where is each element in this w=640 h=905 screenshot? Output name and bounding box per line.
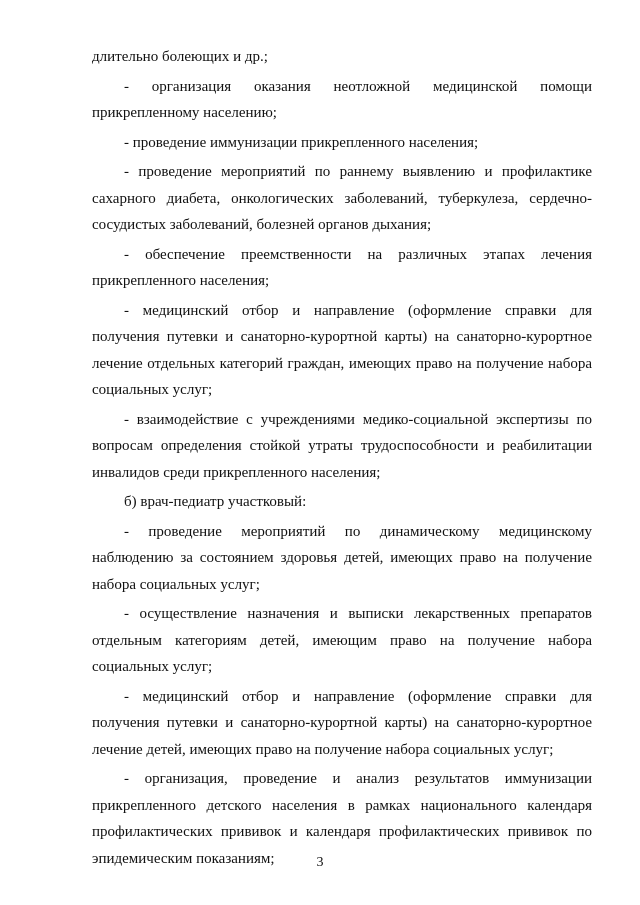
paragraph-child-sanatorium-referral: - медицинский отбор и направление (оформление справки для получения путевки и санаторно-курортной карты) на санаторно-курортное лечение детей, имеющих право на получение набора социальных услуг;	[92, 688, 592, 758]
body-text	[92, 44, 592, 872]
paragraph-early-detection: - проведение мероприятий по раннему выявлению и профилактике сахарного диабета, онкологических заболеваний, туберкулеза, сердечно-сосудистых заболеваний, болезней органов дыхания;	[92, 164, 592, 233]
paragraph-continuation: длительно болеющих и др.;	[92, 49, 268, 65]
paragraph-sanatorium-referral: - медицинский отбор и направление (оформление справки для получения путевки и санаторно-курортной карты) на санаторно-курортное лечение отдельных категорий граждан, имеющих право на получение набора социальных услуг;	[92, 302, 592, 398]
paragraph-continuity-of-care: - обеспечение преемственности на различных этапах лечения прикрепленного населения;	[92, 246, 592, 289]
paragraph-immunization: - проведение иммунизации прикрепленного населения;	[124, 134, 479, 151]
paragraph-emergency-care: - организация оказания неотложной медицинской помощи прикрепленному населению;	[92, 78, 592, 121]
paragraph-medical-social-expertise: - взаимодействие с учреждениями медико-социальной экспертизы по вопросам определения стойкой утраты трудоспособности и реабилитации инвалидов среди прикрепленного населения;	[92, 411, 592, 481]
paragraph-pediatrician-heading: б) врач-педиатр участковый:	[124, 494, 307, 510]
page-number: 3	[316, 855, 324, 870]
paragraph-child-prescriptions: - осуществление назначения и выписки лекарственных препаратов отдельным категориям детей, имеющим право на получение набора социальных услуг;	[92, 606, 592, 675]
paragraph-child-monitoring: - проведение мероприятий по динамическому медицинскому наблюдению за состоянием здоровья детей, имеющих право на получение набора социальных услуг;	[92, 523, 592, 593]
paragraph-child-immunization: - организация, проведение и анализ результатов иммунизации прикрепленного детского населения в рамках национального календаря профилактических прививок и календаря профилактических прививок по эпидемическим показаниям;	[92, 771, 592, 867]
